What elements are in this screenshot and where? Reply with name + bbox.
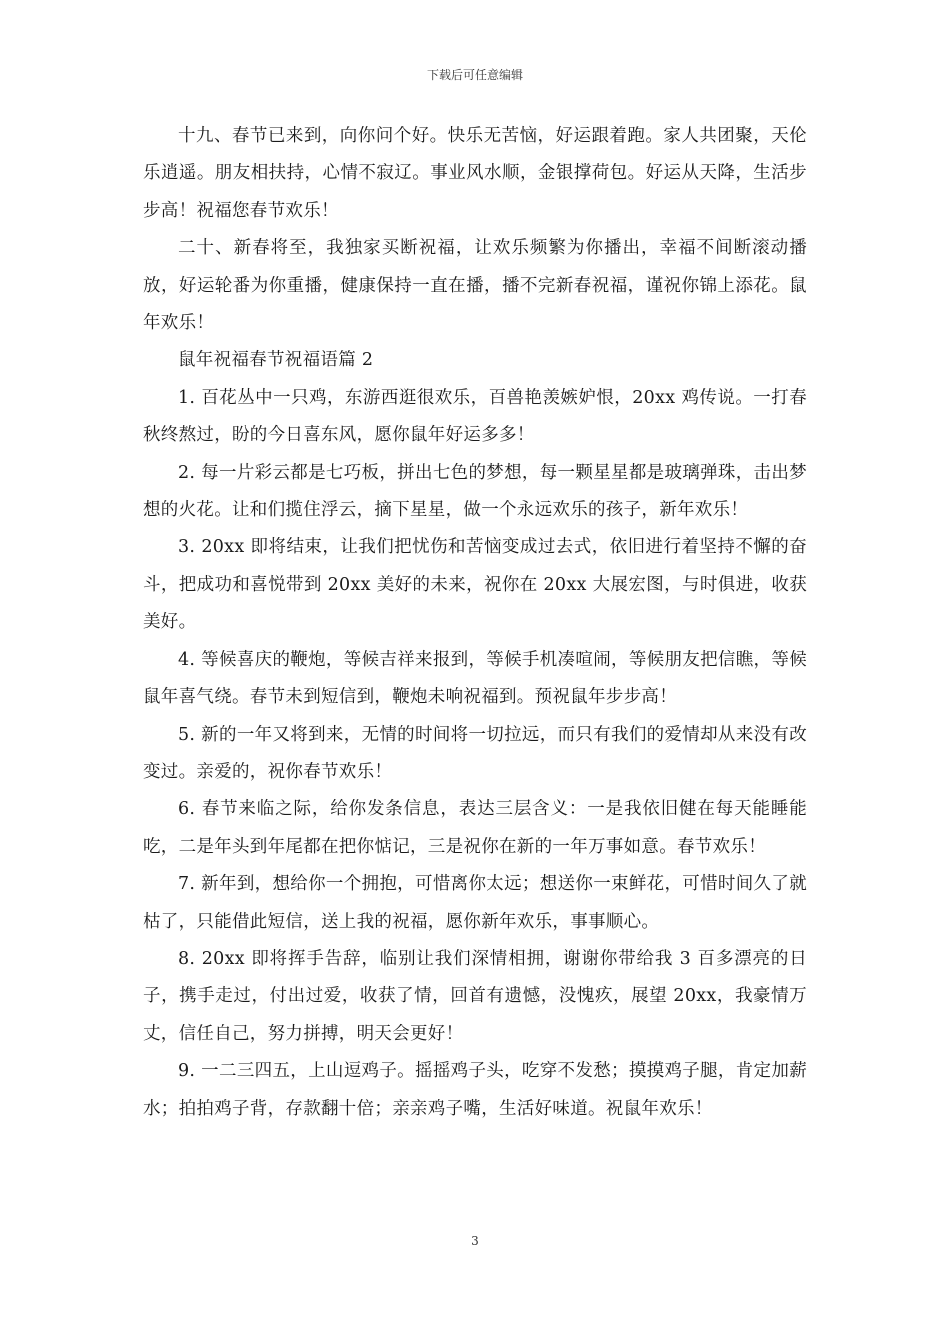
list-item-5: 5. 新的一年又将到来，无情的时间将一切拉远，而只有我们的爱情却从来没有改变过。亲爱的，祝你春节欢乐！: [143, 724, 807, 782]
page-header: 下载后可任意编辑: [426, 68, 523, 82]
list-item-6: 6. 春节来临之际，给你发条信息，表达三层含义：一是我依旧健在每天能睡能吃，二是年头到年尾都在把你惦记，三是祝你在新的一年万事如意。春节欢乐！: [143, 799, 807, 857]
list-item-3: 3. 20xx 即将结束，让我们把忧伤和苦恼变成过去式，依旧进行着坚持不懈的奋斗，把成功和喜悦带到 20xx 美好的未来，祝你在 20xx 大展宏图，与时俱进，收获美好。: [143, 537, 807, 633]
list-item-9: 9. 一二三四五，上山逗鸡子。摇摇鸡子头，吃穿不发愁；摸摸鸡子腿，肯定加薪水；拍拍鸡子背，存款翻十倍；亲亲鸡子嘴，生活好味道。祝鼠年欢乐！: [143, 1061, 807, 1119]
paragraph-20: 二十、新春将至，我独家买断祝福，让欢乐频繁为你播出，幸福不间断滚动播放，好运轮番为你重播，健康保持一直在播，播不完新春祝福，谨祝你锦上添花。鼠年欢乐！: [143, 238, 807, 334]
paragraph-19: 十九、春节已来到，向你问个好。快乐无苦恼，好运跟着跑。家人共团聚，天伦乐逍遥。朋友相扶持，心情不寂辽。事业风水顺，金银撑荷包。好运从天降，生活步步高！祝福您春节欢乐！: [143, 126, 807, 221]
list-item-2: 2. 每一片彩云都是七巧板，拼出七色的梦想，每一颗星星都是玻璃弹珠，击出梦想的火花。让和们揽住浮云，摘下星星，做一个永远欢乐的孩子，新年欢乐！: [143, 462, 807, 521]
page-number: 3: [471, 1234, 479, 1248]
document-body: [143, 118, 807, 1128]
list-item-1: 1. 百花丛中一只鸡，东游西逛很欢乐，百兽艳羡嫉妒恨，20xx 鸡传说。一打春秋终熬过，盼的今日喜东风，愿你鼠年好运多多！: [143, 387, 807, 446]
list-item-4: 4. 等候喜庆的鞭炮，等候吉祥来报到，等候手机凑喧闹，等候朋友把信瞧，等候鼠年喜气绕。春节未到短信到，鞭炮未响祝福到。预祝鼠年步步高！: [143, 649, 807, 708]
section-heading: 鼠年祝福春节祝福语篇 2: [178, 350, 374, 371]
list-item-7: 7. 新年到，想给你一个拥抱，可惜离你太远；想送你一束鲜花，可惜时间久了就枯了，只能借此短信，送上我的祝福，愿你新年欢乐，事事顺心。: [143, 874, 807, 932]
list-item-8: 8. 20xx 即将挥手告辞，临别让我们深情相拥，谢谢你带给我 3 百多漂亮的日子，携手走过，付出过爱，收获了情，回首有遗憾，没愧疚，展望 20xx，我豪情万丈，信任自己，努力拼搏，明天会更好！: [143, 948, 807, 1044]
